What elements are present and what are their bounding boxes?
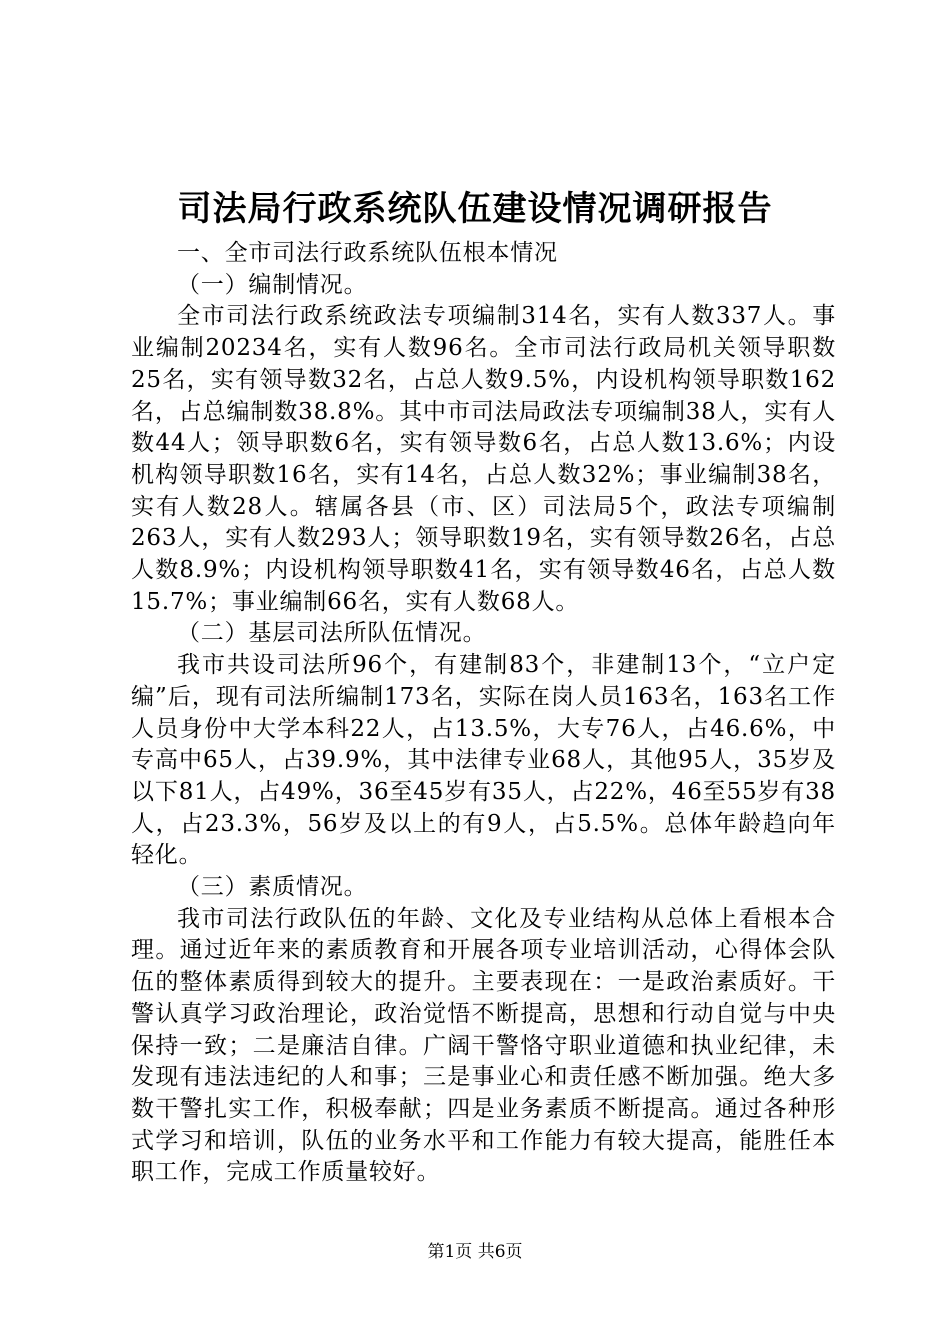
body-paragraph: 我市共设司法所96个，有建制83个，非建制13个，“立户定编”后，现有司法所编制173名，实际在岗人员163名，163名工作人员身份中大学本科22人，占13.5%，大专76人，占46.6%，中专高中65人，占39.9%，其中法律专业68人，其他95人，35岁及以下81人，占49%，36至45岁有35人，占22%，46至55岁有38人，占23.3%，56岁及以上的有9人，占5.5%。总体年龄趋向年轻化。 (131, 652, 836, 869)
body-paragraph: 全市司法行政系统政法专项编制314名，实有人数337人。事业编制20234名，实有人数96名。全市司法行政局机关领导职数25名，实有领导数32名，占总人数9.5%，内设机构领导职数162名，占总编制数38.8%。其中市司法局政法专项编制38人，实有人数44人；领导职数6名，实有领导数6名，占总人数13.6%；内设机构领导职数16名，实有14名，占总人数32%；事业编制38名，实有人数28人。辖属各县（市、区）司法局5个，政法专项编制263人，实有人数293人；领导职数19名，实有领导数26名，占总人数8.9%；内设机构领导职数41名，实有领导数46名，占总人数15.7%；事业编制66名，实有人数68人。 (131, 303, 836, 615)
section-heading: 一、全市司法行政系统队伍根本情况 (177, 240, 558, 266)
subsection-heading: （二）基层司法所队伍情况。 (177, 620, 487, 647)
body-paragraph: 我市司法行政队伍的年龄、文化及专业结构从总体上看根本合理。通过近年来的素质教育和开展各项专业培训活动，心得体会队伍的整体素质得到较大的提升。主要表现在：一是政治素质好。干警认真学习政治理论，政治觉悟不断提高，思想和行动自觉与中央保持一致；二是廉洁自律。广阔干警恪守职业道德和执业纪律，未发现有违法违纪的人和事；三是事业心和责任感不断加强。绝大多数干警扎实工作，积极奉献；四是业务素质不断提高。通过各种形式学习和培训，队伍的业务水平和工作能力有较大提高，能胜任本职工作，完成工作质量较好。 (131, 905, 836, 1186)
page-footer: 第1页 共6页 (427, 1242, 523, 1262)
subsection-heading: （三）素质情况。 (177, 874, 368, 901)
document-title: 司法局行政系统队伍建设情况调研报告 (177, 189, 773, 229)
document-body (131, 238, 836, 1189)
subsection-heading: （一）编制情况。 (177, 271, 368, 298)
